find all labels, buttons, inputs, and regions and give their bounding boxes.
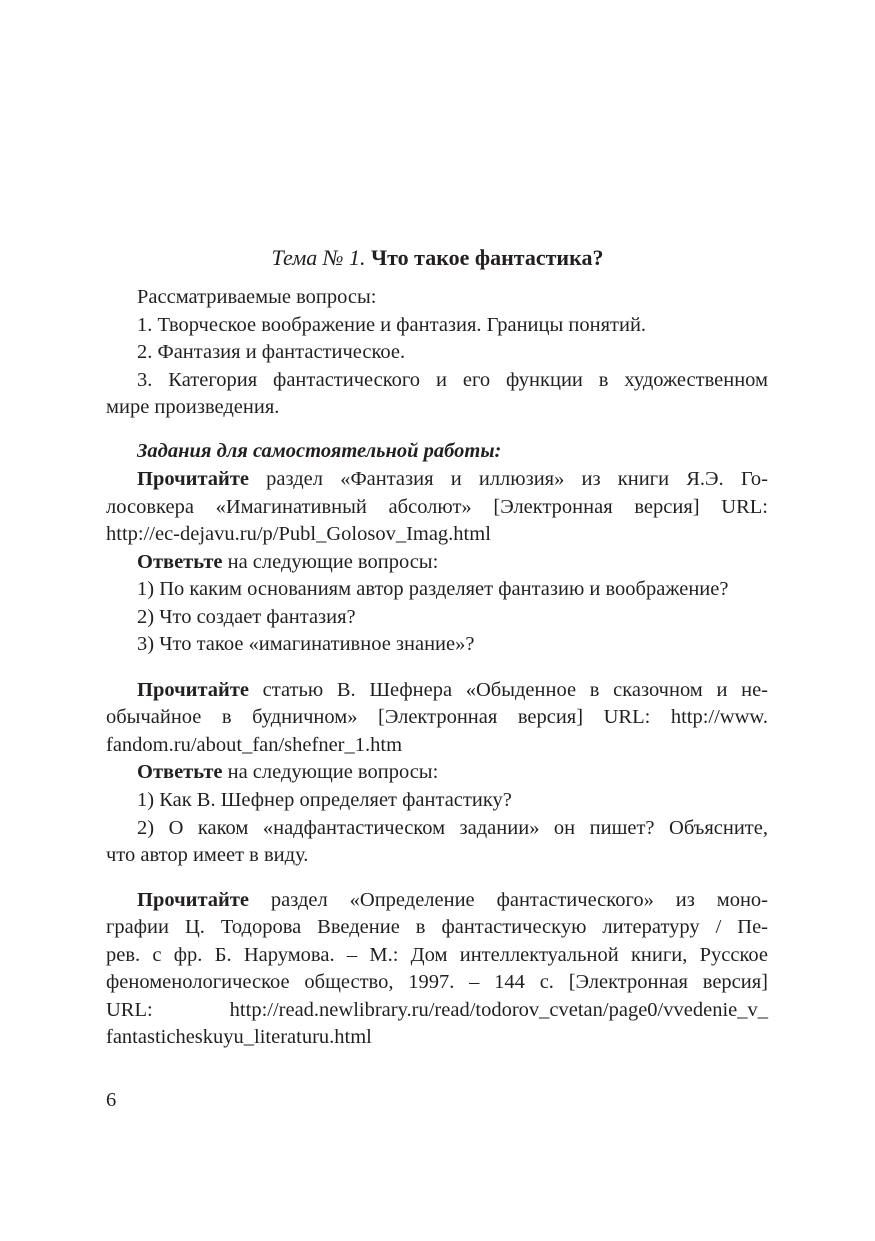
question-3-cont: мире произведения. — [106, 396, 280, 418]
question-3: 3. Категория фантастического и его функции в художественном — [137, 369, 768, 391]
task2-answer — [106, 759, 768, 786]
tasks-heading-text: Задания для самостоятельной работы: — [137, 440, 502, 462]
task1-answer — [106, 549, 768, 576]
task3-line3: рев. с фр. Б. Нарумова. – М.: Дом интеллектуальной книги, Русское — [106, 944, 768, 966]
task2-line2: обычайное в будничном» [Электронная версия] URL: http://www. — [106, 706, 768, 728]
task3-url: URL: http://read.newlibrary.ru/read/todorov_cvetan/page0/vvedenie_v_ — [106, 999, 768, 1021]
answer-label: Ответьте — [137, 551, 223, 573]
read-label: Прочитайте — [137, 468, 249, 490]
answer-label: Ответьте — [137, 761, 223, 783]
answer-text: на следующие вопросы: — [222, 551, 439, 573]
task1-question-2: 2) Что создает фантазия? — [137, 606, 356, 628]
task3-url-cont: fantasticheskuyu_literaturu.html — [106, 1026, 372, 1048]
page-number: 6 — [106, 1089, 117, 1111]
task2-url: fandom.ru/about_fan/shefner_1.htm — [106, 734, 403, 756]
task1-url: http://ec-dejavu.ru/p/Publ_Golosov_Imag.html — [106, 523, 491, 545]
task1-line2: лосовкера «Имагинативный абсолют» [Электронная версия] URL: — [106, 496, 768, 518]
question-1: 1. Творческое воображение и фантазия. Границы понятий. — [137, 314, 647, 336]
task3-text: раздел «Определение фантастического» из моно- — [249, 889, 768, 911]
task3-line4: феноменологическое общество, 1997. – 144 с. [Электронная версия] — [106, 971, 768, 993]
page-title — [0, 243, 875, 273]
answer-text: на следующие вопросы: — [222, 761, 439, 783]
task3-line2: графии Ц. Тодорова Введение в фантастическую литературу / Пе- — [106, 916, 768, 938]
read-label: Прочитайте — [137, 889, 249, 911]
questions-heading: Рассматриваемые вопросы: — [137, 286, 377, 308]
topic-number: Тема № 1. — [271, 245, 366, 270]
task2-question-2-cont: что автор имеет в виду. — [106, 844, 309, 866]
task1-line1 — [106, 466, 768, 493]
task1-question-3: 3) Что такое «имагинативное знание»? — [137, 633, 475, 655]
tasks-heading — [106, 438, 768, 465]
task2-question-1: 1) Как В. Шефнер определяет фантастику? — [137, 789, 512, 811]
topic-title: Что такое фантастика? — [371, 245, 604, 270]
task2-text: статью В. Шефнера «Обыденное в сказочном и не- — [249, 679, 768, 701]
task2-line1 — [106, 677, 768, 704]
task2-question-2: 2) О каком «надфантастическом задании» он пишет? Объясните, — [137, 817, 768, 839]
read-label: Прочитайте — [137, 679, 249, 701]
task1-text: раздел «Фантазия и иллюзия» из книги Я.Э. Го- — [249, 468, 768, 490]
task3-line1 — [106, 887, 768, 914]
task1-question-1: 1) По каким основаниям автор разделяет фантазию и воображение? — [137, 578, 729, 600]
question-2: 2. Фантазия и фантастическое. — [137, 341, 406, 363]
